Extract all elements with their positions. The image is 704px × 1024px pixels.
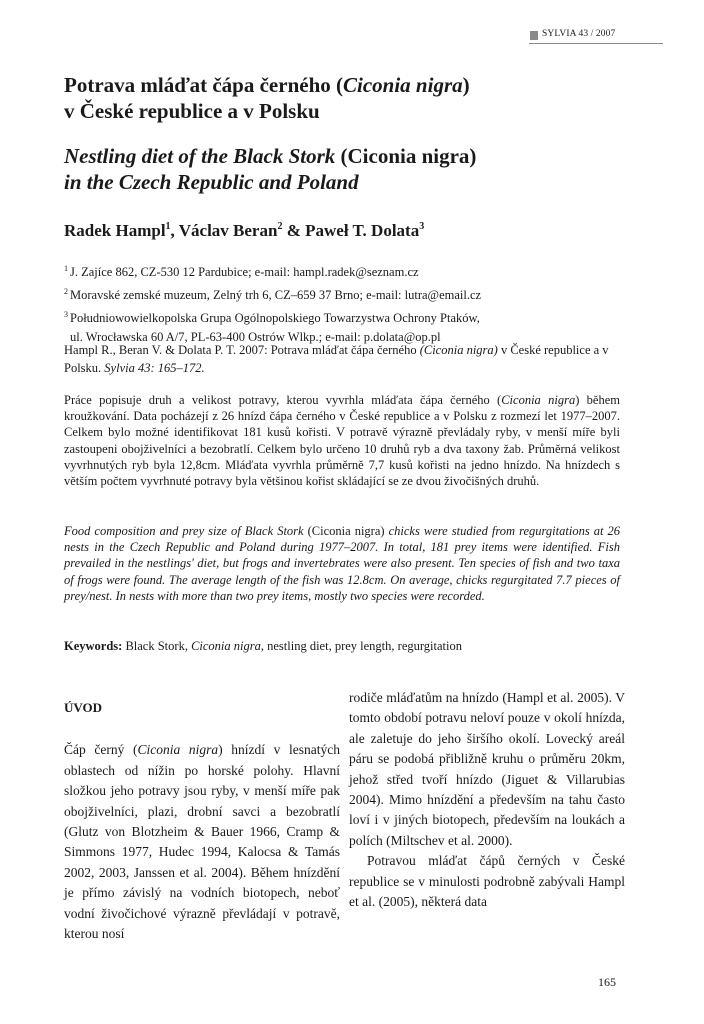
citation-journal: Sylvia 43: 165–172. — [104, 361, 205, 375]
authors — [64, 221, 664, 241]
title-en-part1: Nestling diet of the Black Stork — [64, 144, 336, 168]
abstract-czech — [64, 392, 620, 489]
affiliation-3-text: Południowowielkopolska Grupa Ogólnopolskiego Towarzystwa Ochrony Ptaków, — [70, 311, 480, 325]
citation-species: (Ciconia nigra) — [419, 343, 498, 357]
header-marker — [530, 31, 538, 40]
body-left-species: Ciconia nigra — [137, 742, 219, 758]
abstract-cz-species: Ciconia nigra — [501, 393, 576, 407]
author-1: Radek Hampl — [64, 221, 166, 240]
citation — [64, 341, 644, 377]
author-3-sup: 3 — [419, 221, 425, 232]
author-sep-2: & — [282, 221, 306, 240]
author-3: Paweł T. Dolata — [305, 221, 420, 240]
body-left-text-1: Čáp černý ( — [64, 742, 138, 758]
affiliation-3 — [64, 305, 664, 328]
affiliation-2-num: 2 — [64, 287, 68, 296]
body-left-paragraph — [64, 740, 340, 944]
author-sep-1: , — [170, 221, 179, 240]
affiliation-2 — [64, 282, 664, 305]
keywords-species: Ciconia nigra — [191, 639, 261, 653]
title-cz-line2: v České republice a v Polsku — [64, 99, 320, 123]
title-english — [64, 143, 664, 195]
affiliation-3-num: 3 — [64, 310, 68, 319]
abstract-english — [64, 523, 620, 604]
header-rule — [529, 43, 663, 44]
abstract-cz-text-2: ) během kroužkování. Data pocházejí z 26 hnízd čápa černého v České republice a v Polsku z rozmezí let 1977–2007. Celkem bylo možné identifikovat 181 kusů kořisti. V potravě výrazně převládaly ryby, v menší míře byli zastoupeni obojživelníci a bezobratlí. Celkem bylo určeno 10 druhů ryb a dva taxony žab. Průměrná velikost vyvrhnutých ryb byla 12,8cm. Mláďata vyvrhla průměrně 7,7 kusů kořisti na jedno hnízdo. Na hnízdech s větším počtem vyvrhnuté potravy byla většinou kořist skládající se ze dvou živočišných druhů. — [64, 393, 620, 489]
author-1-sup: 1 — [165, 221, 171, 232]
title-cz-part2: ) — [462, 73, 470, 97]
title-cz-part1: Potrava mláďat čápa černého ( — [64, 73, 343, 97]
abstract-en-species: (Ciconia nigra) — [307, 524, 385, 538]
title-en-line2: in the Czech Republic and Poland — [64, 170, 359, 194]
abstract-en-text-1: Food composition and prey size of Black Stork — [64, 524, 308, 538]
author-2-sup: 2 — [277, 221, 283, 232]
affiliation-2-text: Moravské zemské muzeum, Zelný trh 6, CZ–659 37 Brno; e-mail: lutra@email.cz — [70, 288, 482, 302]
citation-text-1: Hampl R., Beran V. & Dolata P. T. 2007: Potrava mláďat čápa černého — [64, 343, 420, 357]
keywords-text-2: , nestling diet, prey length, regurgitation — [260, 639, 462, 653]
journal-header: SYLVIA 43 / 2007 — [542, 29, 616, 39]
affiliation-3b-text: ul. Wrocławska 60 A/7, PL-63-400 Ostrów Wlkp.; e-mail: p.dolata@op.pl — [70, 330, 441, 344]
affiliation-1-num: 1 — [64, 264, 68, 273]
keywords — [64, 638, 664, 654]
title-cz-species: Ciconia nigra — [343, 73, 463, 97]
page-number: 165 — [598, 975, 616, 989]
title-en-species: (Ciconia nigra) — [335, 144, 477, 168]
keywords-label: Keywords: — [64, 639, 123, 653]
citation-text-2: v České republice a v Polsku. — [64, 343, 609, 375]
affiliation-1 — [64, 259, 664, 282]
author-2: Václav Beran — [178, 221, 278, 240]
title-czech — [64, 72, 664, 124]
affiliations — [64, 259, 664, 347]
body-column-right — [349, 688, 625, 912]
body-right-paragraph-1: rodiče mláďatům na hnízdo (Hampl et al. 2005). V tomto období potravu neloví pouze v okolí hnízda, ale zaletuje do jeho širšího okolí. Lovecký areál páru se podobá přibližně kruhu o průměru 20km, jehož střed tvoří hnízdo (Jiguet & Villarubias 2004). Mimo hnízdění a především na tahu často loví i v jiných biotopech, především na loukách a polích (Miltschev et al. 2000). — [349, 690, 625, 848]
abstract-en-text-2: chicks were studied from regurgitations at 26 nests in the Czech Republic and Poland during 1977–2007. In total, 181 prey items were identified. Fish prevailed in the nestlings' diet, but frogs and invertebrates were also present. Ten species of fish and two taxa of frogs were found. The average length of the fish was 12.8cm. On average, chicks regurgitated 7.7 pieces of prey/nest. In nests with more than two prey items, mostly two species were recorded. — [64, 524, 620, 603]
keywords-text-1: Black Stork, — [122, 639, 192, 653]
section-heading: ÚVOD — [64, 700, 103, 715]
body-column-left — [64, 690, 340, 944]
abstract-cz-text-1: Práce popisuje druh a velikost potravy, kterou vyvrhla mláďata čápa černého ( — [64, 393, 502, 407]
body-right-paragraph-2: Potravou mláďat čápů černých v České republice se v minulosti podrobně zabývali Hampl et al. (2005), některá data — [349, 853, 625, 910]
body-left-text-2: ) hnízdí v lesnatých oblastech od nížin po horské polohy. Hlavní složkou jeho potravy jsou ryby, v menší míře pak obojživelníci, plazi, drobní savci a bezobratlí (Glutz von Blotzheim & Bauer 1966, Cramp & Simmons 1977, Hudec 1994, Kalocsa & Tamás 2002, 2003, Janssen et al. 2004). Během hnízdění je přímo závislý na vodních biotopech, neboť vodní živočichové výrazně převládají v potravě, kterou nosí — [64, 742, 340, 942]
affiliation-1-text: J. Zajíce 862, CZ-530 12 Pardubice; e-mail: hampl.radek@seznam.cz — [70, 265, 419, 279]
